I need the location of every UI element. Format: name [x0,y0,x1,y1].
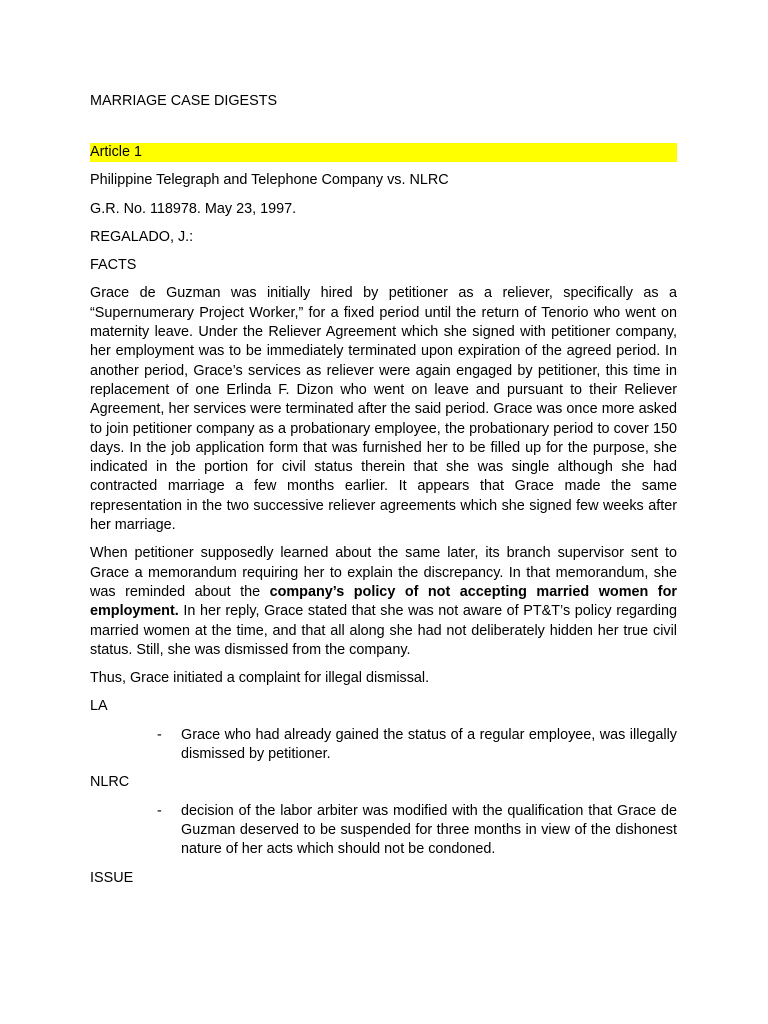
facts-paragraph-2-text-b: In her reply, Grace stated that she was not aware of PT&T’s policy regarding married women at the time, and that all along she had not deliberately hidden her true civil status. Still, she was dismissed from the company. [90,603,677,658]
case-number: G.R. No. 118978. May 23, 1997. [90,200,297,217]
facts-paragraph-2-text-a: When petitioner supposedly learned about the same later, its branch supervisor sent to Grace a memorandum requiring her to explain the discrepancy. In that memorandum, she was reminded about the [90,545,677,600]
facts-paragraph-3: Thus, Grace initiated a complaint for illegal dismissal. [90,670,430,687]
case-title: Philippine Telegraph and Telephone Company vs. NLRC [90,172,449,189]
facts-paragraph-1: Grace de Guzman was initially hired by petitioner as a reliever, specifically as a “Supernumerary Project Worker,” for a fixed period until the return of Tenorio who went on maternity leave. Under the Reliever Agreement which she signed with petitioner company, her employment was to be immediately terminated upon expiration of the agreed period. In another period, Grace’s services as reliever were again engaged by petitioner, this time in replacement of one Erlinda F. Dizon who went on leave and pursuant to their Reliever Agreement, her services were terminated after the said period. Grace was once more asked to join petitioner company as a probationary employee, the probationary period to cover 150 days. In the job application form that was furnished her to be filled up for the purpose, she indicated in the portion for civil status therein that she was single although she had contracted marriage a few months earlier. It appears that Grace made the same representation in the two successive reliever agreements which she signed few weeks after her marriage. [90,285,677,534]
ponente: REGALADO, J.: [90,228,194,245]
la-heading: LA [90,698,108,715]
nlrc-bullet-dash: - [157,802,162,819]
facts-paragraph-2-bold-policy: company’s policy of not accepting married women for employment. [90,583,677,620]
document-title: MARRIAGE CASE DIGESTS [90,93,278,109]
la-bullet-dash: - [157,726,162,743]
nlrc-bullet-item [90,802,677,860]
nlrc-bullet-text: decision of the labor arbiter was modified with the qualification that Grace de Guzman deserved to be suspended for three months in view of the dishonest nature of her acts which should not be condoned. [181,802,677,858]
nlrc-heading: NLRC [90,774,130,791]
facts-paragraph-2 [90,544,677,660]
la-bullet-item [90,726,677,765]
document-page [90,92,677,897]
la-bullet-text: Grace who had already gained the status of a regular employee, was illegally dismissed by petitioner. [181,726,677,763]
facts-heading: FACTS [90,257,137,274]
issue-heading: ISSUE [90,869,134,886]
section-heading-highlighted: Article 1 [90,143,677,162]
